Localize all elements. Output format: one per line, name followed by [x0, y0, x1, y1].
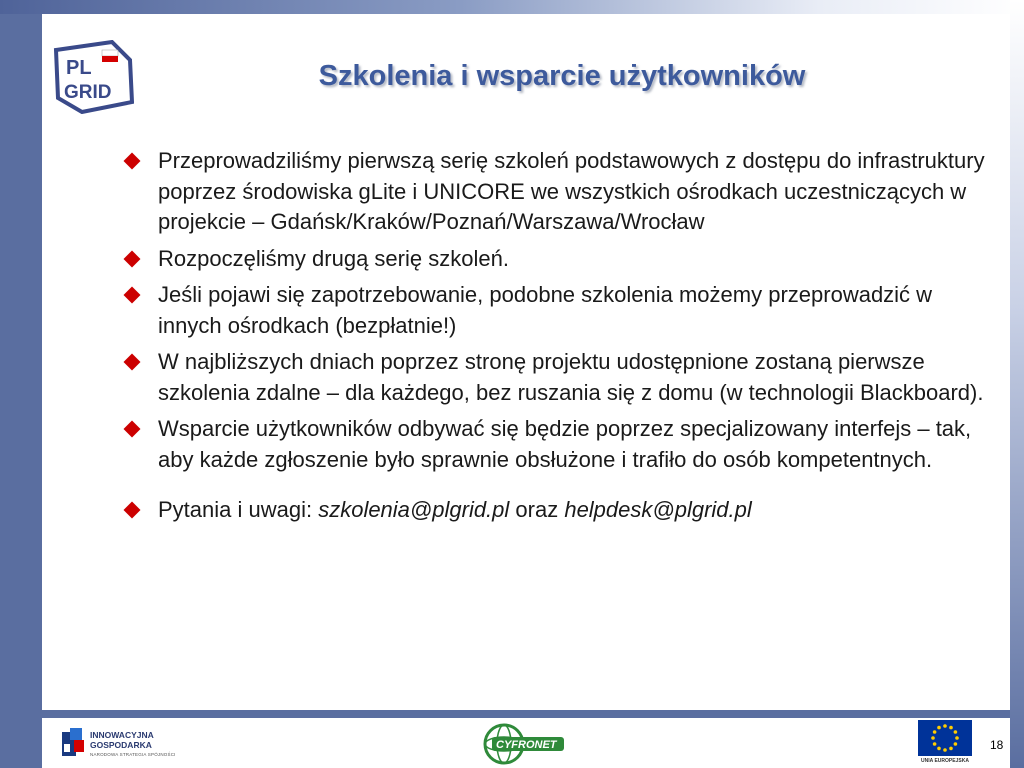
bullet-item [122, 244, 992, 275]
innowacyjna-text [90, 730, 190, 760]
bullet-text: Przeprowadziliśmy pierwszą serię szkoleń podstawowych z dostępu do infrastruktury poprzez środowiska gLite i UNICORE we wszystkich ośrodkach uczestniczących w projekcie – Gdańsk/Kraków/Poznań/Warszawa/Wrocław [158, 148, 985, 234]
footer-bar [42, 718, 1010, 768]
innowacyjna-emblem-icon [60, 726, 86, 760]
top-gradient-bar [0, 0, 1024, 14]
diamond-bullet-icon [124, 354, 141, 371]
bullet-item [122, 414, 992, 475]
bullet-text: W najbliższych dniach poprzez stronę projektu udostępnione zostaną pierwsze szkolenia zdalne – dla każdego, bez ruszania się z domu (w technologii Blackboard). [158, 349, 984, 405]
page-number: 18 [990, 738, 1004, 752]
diamond-bullet-icon [124, 153, 141, 170]
bullet-item [122, 146, 992, 238]
plgrid-logo-line1: PL [66, 57, 92, 79]
email-link-helpdesk[interactable]: helpdesk@plgrid.pl [564, 497, 752, 522]
innowacyjna-line1: INNOWACYJNA [90, 730, 154, 740]
bullet-item [122, 347, 992, 408]
diamond-bullet-icon [124, 250, 141, 267]
slide-panel [42, 14, 1010, 710]
diamond-bullet-icon [124, 502, 141, 519]
innowacyjna-line2: GOSPODARKA [90, 740, 152, 750]
plgrid-logo-line2: GRID [64, 82, 112, 103]
right-gradient-strip [1010, 0, 1024, 768]
plgrid-logo [52, 40, 134, 114]
bullet-list [122, 146, 992, 532]
contact-connector: oraz [509, 497, 565, 522]
contact-bullet [122, 495, 992, 526]
contact-prefix: Pytania i uwagi: [158, 497, 319, 522]
slide-title: Szkolenia i wsparcie użytkowników [318, 60, 806, 92]
bullet-text: Wsparcie użytkowników odbywać się będzie poprzez specjalizowany interfejs – tak, aby każde zgłoszenie było sprawnie obsłużone i trafiło do osób kompetentnych. [158, 416, 972, 472]
innowacyjna-gospodarka-logo [60, 726, 190, 762]
bullet-text: Jeśli pojawi się zapotrzebowanie, podobne szkolenia możemy przeprowadzić w innych ośrodkach (bezpłatnie!) [158, 282, 933, 338]
cyfronet-logo-text: CYFRONET [496, 739, 557, 751]
eu-caption: UNIA EUROPEJSKA [921, 758, 969, 764]
email-link-szkolenia[interactable]: szkolenia@plgrid.pl [318, 497, 510, 522]
innowacyjna-line3: NARODOWA STRATEGIA SPÓJNOŚCI [90, 752, 176, 757]
bullet-text: Rozpoczęliśmy drugą serię szkoleń. [158, 245, 509, 271]
diamond-bullet-icon [124, 421, 141, 438]
cyfronet-logo [476, 722, 566, 766]
bullet-item [122, 280, 992, 341]
diamond-bullet-icon [124, 287, 141, 304]
